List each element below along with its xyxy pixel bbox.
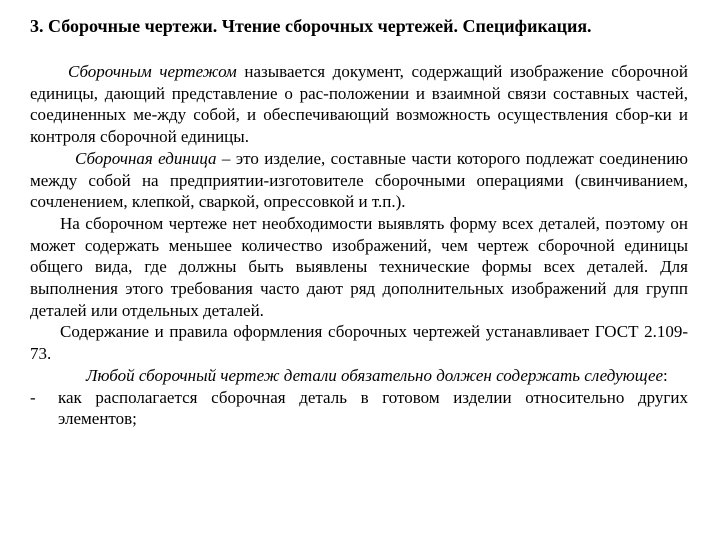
list-marker: - (30, 387, 36, 407)
list-item-text: как располагается сборочная деталь в готовом изделии относительно других элементов; (58, 387, 688, 429)
paragraph-assembly-unit (30, 148, 688, 213)
definition-assembly-drawing: называется документ, содержащий изображение сборочной единицы, дающий представление о рас-положении и взаимной связи составных частей, соединенных ме-жду собой, и обеспечивающий возможность осуществления сбор-ки и контроля сборочной единицы. (30, 62, 688, 147)
paragraph-assembly-drawing (30, 61, 688, 148)
section-heading: 3. Сборочные чертежи. Чтение сборочных чертежей. Спецификация. (30, 16, 592, 36)
paragraph-requirements (30, 365, 688, 387)
document-body (30, 61, 688, 430)
requirements-intro: Любой сборочный чертеж детали обязательно должен содержать следующее (86, 365, 664, 385)
requirements-colon: : (663, 365, 668, 385)
document-page (30, 15, 688, 430)
term-assembly-unit: Сборочная единица (75, 148, 217, 168)
definition-assembly-unit: – это изделие, составные части которого подлежат соединению между собой на предприятии-изготовителе сборочными операциями (свинчиванием, сочленением, клепкой, сваркой, опрессовкой и т.п.). (30, 148, 689, 212)
paragraph-drawing-details: На сборочном чертеже нет необходимости выявлять форму всех деталей, поэтому он может содержать меньшее количество изображений, чем чертеж сборочной единицы общего вида, где должны быть выявлены технические формы всех деталей. Для выполнения этого требования часто дают ряд дополнительных изображений для групп деталей или отдельных деталей. (30, 213, 688, 320)
term-assembly-drawing: Сборочным чертежом (68, 62, 237, 81)
list-item (30, 387, 688, 430)
paragraph-gost: Содержание и правила оформления сборочных чертежей устанавливает ГОСТ 2.109-73. (30, 322, 688, 364)
